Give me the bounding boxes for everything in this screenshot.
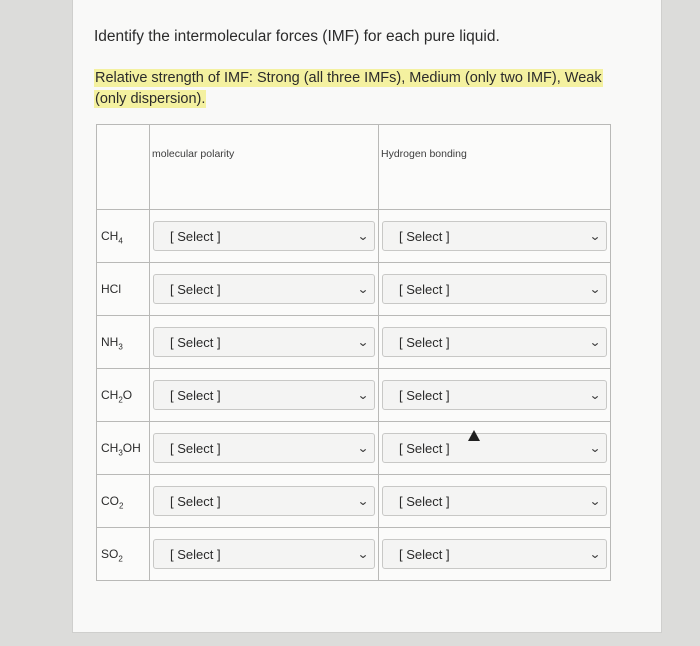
polarity-cell: [150, 210, 379, 263]
select-placeholder: [ Select ]: [170, 334, 221, 350]
hbond-cell: [379, 210, 611, 263]
compound-formula: $CH_3OH$: [101, 440, 141, 458]
chevron-down-icon: ⌄: [356, 547, 370, 561]
header-hydrogen-bonding: Hydrogen bonding: [379, 125, 611, 210]
polarity-cell: [150, 475, 379, 528]
hbond-cell: [379, 369, 611, 422]
chevron-down-icon: ⌄: [356, 388, 370, 402]
polarity-select[interactable]: [153, 274, 375, 304]
header-blank: [97, 125, 150, 210]
hbond-cell: [379, 316, 611, 369]
table-row: [97, 369, 611, 422]
table-row: [97, 316, 611, 369]
select-placeholder: [ Select ]: [399, 387, 450, 403]
compound-cell: [97, 528, 150, 581]
imf-table: [96, 124, 611, 581]
polarity-select[interactable]: [153, 380, 375, 410]
chevron-down-icon: ⌄: [356, 282, 370, 296]
hydrogen-bonding-select[interactable]: [382, 433, 607, 463]
chevron-down-icon: ⌄: [588, 441, 602, 455]
polarity-cell: [150, 369, 379, 422]
chevron-down-icon: ⌄: [356, 494, 370, 508]
compound-formula: $CO_2$: [101, 493, 124, 511]
polarity-cell: [150, 263, 379, 316]
select-placeholder: [ Select ]: [170, 387, 221, 403]
table-row: [97, 210, 611, 263]
hydrogen-bonding-select[interactable]: [382, 539, 607, 569]
select-placeholder: [ Select ]: [170, 440, 221, 456]
polarity-select[interactable]: [153, 327, 375, 357]
compound-formula: HCl: [101, 281, 121, 296]
header-molecular-polarity: molecular polarity: [150, 125, 379, 210]
compound-cell: [97, 316, 150, 369]
chevron-down-icon: ⌄: [588, 282, 602, 296]
polarity-select[interactable]: [153, 433, 375, 463]
table-row: [97, 475, 611, 528]
select-placeholder: [ Select ]: [170, 281, 221, 297]
hydrogen-bonding-select[interactable]: [382, 327, 607, 357]
chevron-down-icon: ⌄: [588, 547, 602, 561]
compound-cell: [97, 210, 150, 263]
hydrogen-bonding-select[interactable]: [382, 486, 607, 516]
mouse-cursor-icon: [468, 430, 480, 441]
compound-formula: $NH_3$: [101, 334, 123, 352]
chevron-down-icon: ⌄: [588, 229, 602, 243]
chevron-down-icon: ⌄: [588, 335, 602, 349]
compound-formula: $CH_4$: [101, 228, 123, 246]
compound-formula: $SO_2$: [101, 546, 123, 564]
select-placeholder: [ Select ]: [170, 546, 221, 562]
compound-cell: [97, 369, 150, 422]
compound-formula: $CH_2O$: [101, 387, 133, 405]
polarity-cell: [150, 528, 379, 581]
select-placeholder: [ Select ]: [399, 493, 450, 509]
chevron-down-icon: ⌄: [356, 441, 370, 455]
compound-cell: [97, 422, 150, 475]
table-row: [97, 422, 611, 475]
chevron-down-icon: ⌄: [588, 494, 602, 508]
select-placeholder: [ Select ]: [170, 228, 221, 244]
question-prompt: Identify the intermolecular forces (IMF) for each pure liquid.: [94, 28, 500, 45]
chevron-down-icon: ⌄: [356, 229, 370, 243]
chevron-down-icon: ⌄: [588, 388, 602, 402]
select-placeholder: [ Select ]: [170, 493, 221, 509]
hydrogen-bonding-select[interactable]: [382, 274, 607, 304]
imf-strength-note: [94, 68, 614, 110]
polarity-select[interactable]: [153, 486, 375, 516]
select-placeholder: [ Select ]: [399, 281, 450, 297]
polarity-cell: [150, 316, 379, 369]
hbond-cell: [379, 263, 611, 316]
polarity-cell: [150, 422, 379, 475]
chevron-down-icon: ⌄: [356, 335, 370, 349]
compound-cell: [97, 263, 150, 316]
select-placeholder: [ Select ]: [399, 546, 450, 562]
hydrogen-bonding-select[interactable]: [382, 380, 607, 410]
table-row: [97, 263, 611, 316]
highlighted-text: Relative strength of IMF: Strong (all three IMFs), Medium (only two IMF), Weak (only dispersion).: [95, 70, 602, 107]
compound-cell: [97, 475, 150, 528]
select-placeholder: [ Select ]: [399, 228, 450, 244]
select-placeholder: [ Select ]: [399, 334, 450, 350]
hydrogen-bonding-select[interactable]: [382, 221, 607, 251]
polarity-select[interactable]: [153, 221, 375, 251]
polarity-select[interactable]: [153, 539, 375, 569]
hbond-cell: [379, 528, 611, 581]
hbond-cell: [379, 422, 611, 475]
table-row: [97, 528, 611, 581]
select-placeholder: [ Select ]: [399, 440, 450, 456]
hbond-cell: [379, 475, 611, 528]
